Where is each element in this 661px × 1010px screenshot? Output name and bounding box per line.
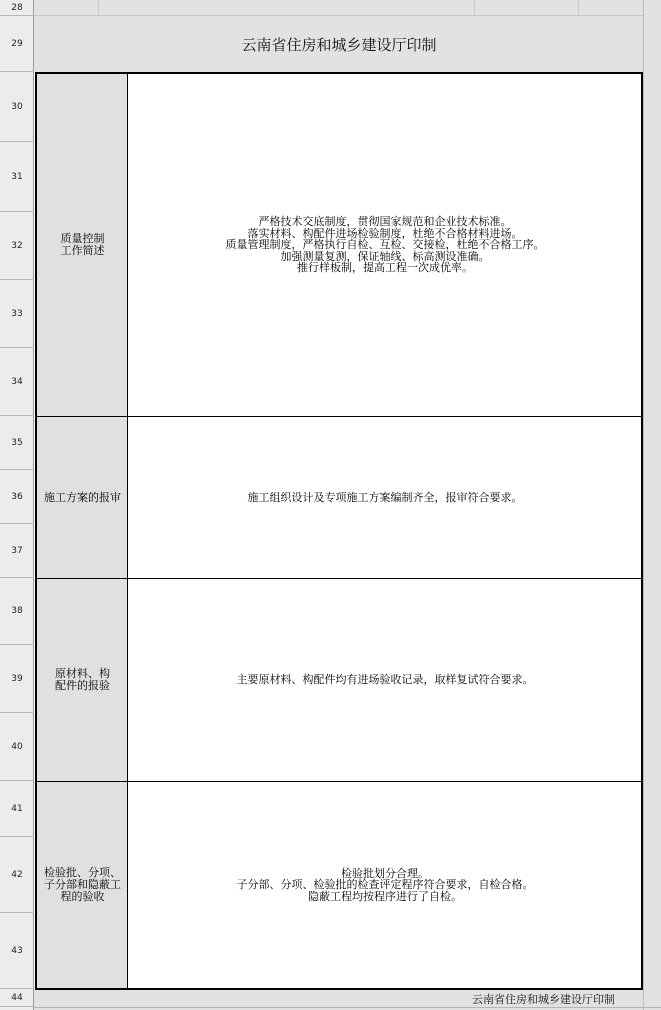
label-line: 程的验收 xyxy=(60,890,105,903)
sheet-background-right xyxy=(642,72,661,1010)
header-banner-text: 云南省住房和城乡建设厅印制 xyxy=(241,35,437,54)
row-header-36[interactable]: 36 xyxy=(0,470,34,524)
row-header-32[interactable]: 32 xyxy=(0,212,34,280)
row-header-42[interactable]: 42 xyxy=(0,837,34,913)
row-header-44[interactable]: 44 xyxy=(0,989,34,1007)
content-line: 子分部、分项、检验批的检查评定程序符合要求，自检合格。 xyxy=(236,878,534,892)
label-line: 原材料、构 xyxy=(55,667,110,680)
row-header-35[interactable]: 35 xyxy=(0,416,34,470)
content-line: 加强测量复测，保证轴线、标高测设准确。 xyxy=(280,249,490,263)
row-header-38[interactable]: 38 xyxy=(0,578,34,645)
content-construction-plan-review[interactable] xyxy=(129,417,641,578)
content-line: 落实材料、构配件进场检验制度，杜绝不合格材料进场。 xyxy=(247,226,523,240)
row-header-37[interactable]: 37 xyxy=(0,524,34,578)
label-line: 子分部和隐蔽工 xyxy=(44,878,121,891)
row-header-29[interactable]: 29 xyxy=(0,16,34,72)
col-line-b xyxy=(474,0,475,15)
label-materials-inspection[interactable] xyxy=(37,579,128,781)
row-header-33[interactable]: 33 xyxy=(0,280,34,348)
row-44-bottom-line xyxy=(34,1007,661,1008)
label-line: 配件的报验 xyxy=(55,679,110,692)
content-quality-control[interactable] xyxy=(129,74,641,416)
content-line: 严格技术交底制度，贯彻国家规范和企业技术标准。 xyxy=(258,215,512,229)
label-construction-plan-review[interactable] xyxy=(37,417,128,578)
row-header-30[interactable]: 30 xyxy=(0,72,34,142)
header-banner[interactable] xyxy=(36,16,642,72)
content-line: 检验批划分合理。 xyxy=(341,866,429,880)
label-line: 施工方案的报审 xyxy=(44,490,121,504)
label-line: 工作简述 xyxy=(60,244,105,257)
row-header-28[interactable]: 28 xyxy=(0,0,34,16)
row-header-40[interactable]: 40 xyxy=(0,713,34,781)
row-header-34[interactable]: 34 xyxy=(0,348,34,416)
label-line: 质量控制 xyxy=(60,232,105,245)
content-line: 施工组织设计及专项施工方案编制齐全，报审符合要求。 xyxy=(247,490,523,504)
row-header-43[interactable]: 43 xyxy=(0,913,34,989)
content-line: 主要原材料、构配件均有进场验收记录，取样复试符合要求。 xyxy=(236,673,534,687)
label-acceptance-inspection[interactable] xyxy=(37,782,128,988)
row-header-41[interactable]: 41 xyxy=(0,781,34,837)
col-line-a xyxy=(98,0,99,15)
content-acceptance-inspection[interactable] xyxy=(129,782,641,988)
content-materials-inspection[interactable] xyxy=(129,579,641,781)
row-header-31[interactable]: 31 xyxy=(0,142,34,212)
content-line: 隐蔽工程均按程序进行了自检。 xyxy=(308,889,462,903)
row-header-column xyxy=(0,0,34,1010)
label-quality-control[interactable] xyxy=(37,74,128,416)
content-line: 质量管理制度，严格执行自检、互检、交接检，杜绝不合格工序。 xyxy=(225,238,545,252)
label-line: 检验批、分项、 xyxy=(44,866,121,879)
content-line: 推行样板制，提高工程一次成优率。 xyxy=(297,261,473,275)
footer-text[interactable]: 云南省住房和城乡建设厅印制 xyxy=(472,993,615,1006)
col-line-c xyxy=(578,0,579,15)
row-header-39[interactable]: 39 xyxy=(0,645,34,713)
col-line-d xyxy=(643,0,644,1010)
